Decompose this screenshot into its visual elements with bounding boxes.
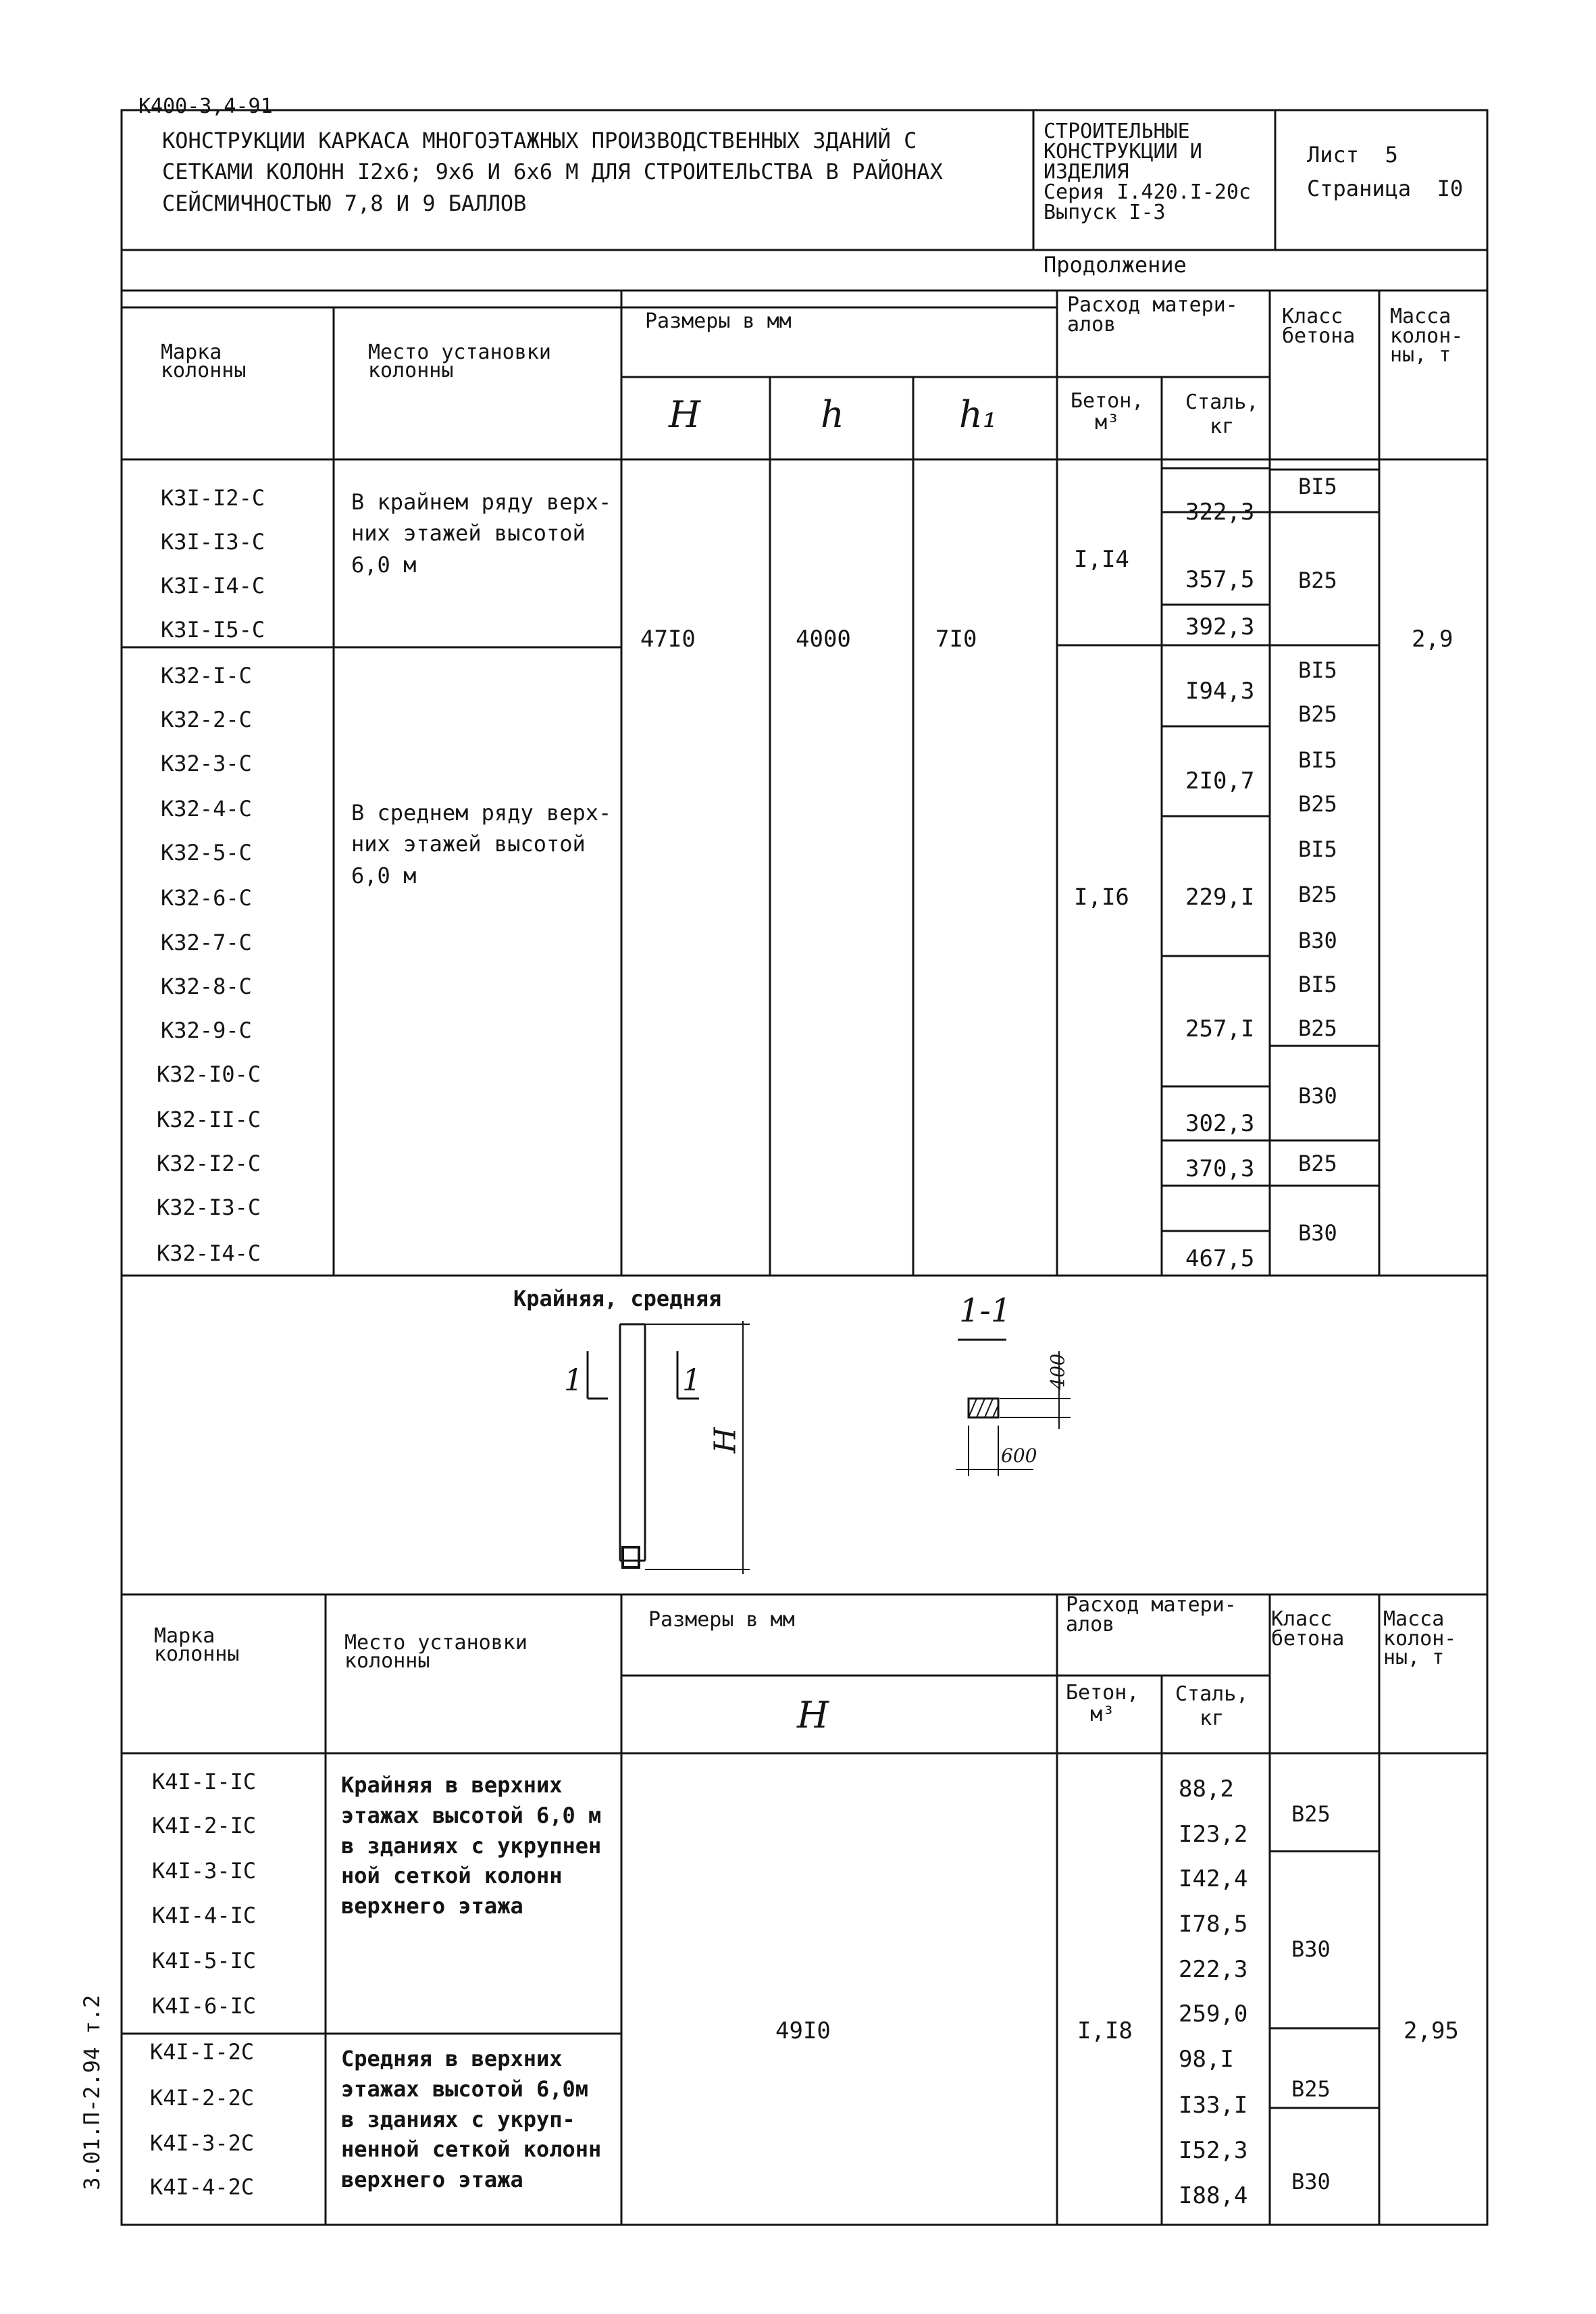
t2-header-materials: Расход матери- алов bbox=[1066, 1593, 1237, 1636]
t2-header-sizes: Размеры в мм bbox=[648, 1608, 795, 1632]
table-row-mark: К32-I4-С bbox=[157, 1240, 261, 1266]
table-cell-class: BI5 bbox=[1298, 836, 1337, 862]
table-cell-steel: 259,0 bbox=[1179, 2001, 1248, 2028]
table-row-mark: К4I-I-2С bbox=[150, 2039, 255, 2065]
table-cell-class: B25 bbox=[1298, 882, 1337, 907]
table-cell-steel: 357,5 bbox=[1185, 566, 1255, 593]
t1-header-sizes: Размеры в мм bbox=[645, 309, 792, 333]
t1-header-h1: h₁ bbox=[959, 393, 998, 436]
t2-value-mass: 2,95 bbox=[1404, 2017, 1459, 2044]
table-cell-class: B25 bbox=[1298, 791, 1337, 817]
t1-header-h: h bbox=[821, 393, 844, 436]
table-row-mark: К4I-2-2С bbox=[150, 2085, 255, 2111]
t2-header-place: Место установки колонны bbox=[344, 1631, 527, 1673]
t1-value-concrete-1: I,I4 bbox=[1074, 546, 1129, 573]
table-cell-steel: I33,I bbox=[1179, 2092, 1248, 2119]
table-cell-steel: I78,5 bbox=[1179, 1911, 1248, 1938]
table-row-mark: К32-2-С bbox=[161, 707, 252, 732]
cut-mark-left: 1 bbox=[564, 1363, 583, 1398]
table-row-mark: К4I-2-IС bbox=[152, 1813, 257, 1838]
table-row-mark: К4I-5-IС bbox=[152, 1948, 257, 1973]
t1-header-mark: Марка колонны bbox=[161, 341, 247, 382]
table-row-mark: К32-I3-С bbox=[157, 1194, 261, 1220]
t2-place-edge: Крайняя в верхних этажах высотой 6,0 м в зданиях с укрупнен ной сеткой колонн верхнего этажа bbox=[341, 1772, 602, 1919]
t1-header-mass: Масса колон- ны, т bbox=[1390, 305, 1464, 367]
table-cell-steel: 229,I bbox=[1185, 884, 1255, 911]
table-row-mark: К3I-I5-С bbox=[161, 617, 265, 643]
t1-header-H: H bbox=[669, 393, 701, 436]
t1-value-concrete-2: I,I6 bbox=[1074, 884, 1129, 911]
table-row-mark: К4I-6-IС bbox=[152, 1993, 257, 2019]
table-cell-steel: I42,4 bbox=[1179, 1865, 1248, 1892]
t1-value-mass: 2,9 bbox=[1412, 626, 1453, 653]
table-cell-steel: 2I0,7 bbox=[1185, 768, 1255, 795]
table-row-mark: К32-8-С bbox=[161, 974, 252, 999]
cut-mark-right: 1 bbox=[682, 1363, 701, 1398]
section-label: 1-1 bbox=[959, 1292, 1012, 1330]
table-cell-class: BI5 bbox=[1298, 657, 1337, 683]
t1-header-materials: Расход матери- алов bbox=[1067, 293, 1238, 336]
t2-place-middle: Средняя в верхних этажах высотой 6,0м в зданиях с укруп- ненной сеткой колонн верхнего этажа bbox=[341, 2046, 602, 2193]
table-cell-steel: I88,4 bbox=[1179, 2182, 1248, 2209]
table-cell-class: BI5 bbox=[1298, 972, 1337, 997]
table-row-mark: К32-3-С bbox=[161, 751, 252, 776]
t1-value-h: 4000 bbox=[796, 626, 851, 653]
table-cell-class: BI5 bbox=[1298, 474, 1337, 499]
sheet-info: Лист 5 Страница I0 bbox=[1307, 142, 1464, 201]
table-cell-steel: I52,3 bbox=[1179, 2137, 1248, 2164]
table-cell-class: BI5 bbox=[1298, 747, 1337, 773]
table-row-mark: К32-6-С bbox=[161, 885, 252, 911]
table-cell-steel: 98,I bbox=[1179, 2046, 1234, 2073]
table-cell-steel: 88,2 bbox=[1179, 1776, 1234, 1803]
table-row-mark: К3I-I2-С bbox=[161, 485, 265, 511]
table-cell-steel: 392,3 bbox=[1185, 613, 1255, 640]
table-cell-steel: 322,3 bbox=[1185, 499, 1255, 526]
dimension-H: H bbox=[708, 1427, 743, 1453]
table-cell-class: B30 bbox=[1298, 1220, 1337, 1246]
table-cell-steel: 302,3 bbox=[1185, 1110, 1255, 1137]
t2-header-mass: Масса колон- ны, т bbox=[1383, 1607, 1457, 1669]
t1-value-h1: 7I0 bbox=[935, 626, 977, 653]
t1-place-edge: В крайнем ряду верх- них этажей высотой 6,0 м bbox=[351, 489, 612, 578]
t1-header-steel: Сталь, кг bbox=[1185, 391, 1259, 438]
t2-header-mark: Марка колонны bbox=[154, 1624, 240, 1666]
table-row-mark: К4I-4-2С bbox=[150, 2174, 255, 2200]
dimension-400: 400 bbox=[1046, 1353, 1069, 1390]
table-cell-steel: I23,2 bbox=[1179, 1821, 1248, 1848]
table-cell-steel: 467,5 bbox=[1185, 1245, 1255, 1272]
table-cell-class: B25 bbox=[1298, 1015, 1337, 1041]
t1-place-middle: В среднем ряду верх- них этажей высотой 6,0 м bbox=[351, 800, 612, 888]
table-cell-steel: 257,I bbox=[1185, 1015, 1255, 1042]
table-row-mark: К32-I0-С bbox=[157, 1061, 261, 1087]
t2-value-concrete: I,I8 bbox=[1077, 2017, 1133, 2044]
table-cell-class: B30 bbox=[1291, 2169, 1331, 2194]
table-row-mark: К32-7-С bbox=[161, 930, 252, 955]
table-cell-class: B25 bbox=[1291, 2076, 1331, 2102]
t1-value-H: 47I0 bbox=[640, 626, 696, 653]
dimension-600: 600 bbox=[1001, 1444, 1037, 1467]
table-cell-class: B30 bbox=[1298, 1083, 1337, 1109]
table-row-mark: К4I-3-IС bbox=[152, 1858, 257, 1884]
t2-value-H: 49I0 bbox=[775, 2017, 831, 2044]
table-row-mark: К3I-I3-С bbox=[161, 529, 265, 555]
t2-header-concrete: Бетон, м³ bbox=[1066, 1681, 1139, 1726]
table-cell-class: B30 bbox=[1291, 1936, 1331, 1962]
t1-header-concrete: Бетон, м³ bbox=[1071, 389, 1144, 434]
continuation-label: Продолжение bbox=[1044, 252, 1187, 278]
table-row-mark: К32-I2-С bbox=[157, 1151, 261, 1176]
table-cell-steel: 370,3 bbox=[1185, 1155, 1255, 1182]
t2-header-H: H bbox=[797, 1694, 829, 1736]
table-row-mark: К4I-4-IС bbox=[152, 1903, 257, 1928]
table-row-mark: К32-5-С bbox=[161, 840, 252, 865]
table-row-mark: К32-4-С bbox=[161, 796, 252, 822]
table-cell-steel: 222,3 bbox=[1179, 1956, 1248, 1983]
t2-header-class: Класс бетона bbox=[1271, 1607, 1345, 1651]
table-row-mark: К3I-I4-С bbox=[161, 573, 265, 599]
table-cell-class: B25 bbox=[1291, 1801, 1331, 1827]
table-cell-class: B25 bbox=[1298, 1151, 1337, 1176]
side-code: 3.01.П-2.94 т.2 bbox=[79, 1994, 105, 2190]
table-row-mark: К4I-I-IС bbox=[152, 1769, 257, 1794]
table-cell-steel: I94,3 bbox=[1185, 678, 1255, 705]
table-cell-class: B30 bbox=[1298, 928, 1337, 953]
t1-header-class: Класс бетона bbox=[1282, 305, 1356, 348]
table-cell-class: B25 bbox=[1298, 568, 1337, 593]
document-code: К400-3,4-91 bbox=[138, 95, 273, 118]
drawing-title: КОНСТРУКЦИИ КАРКАСА МНОГОЭТАЖНЫХ ПРОИЗВОДСТВЕННЫХ ЗДАНИЙ С СЕТКАМИ КОЛОНН I2х6; 9х6 И 6х6 М ДЛЯ СТРОИТЕЛЬСТВА В РАЙОНАХ СЕЙСМИЧНОСТЬЮ 7,8 И 9 БАЛЛОВ bbox=[162, 128, 943, 216]
t1-header-place: Место установки колонны bbox=[368, 341, 551, 382]
table-row-mark: К32-II-С bbox=[157, 1107, 261, 1132]
series-info: СТРОИТЕЛЬНЫЕ КОНСТРУКЦИИ И ИЗДЕЛИЯ Серия I.420.I-20с Выпуск I-3 bbox=[1044, 120, 1252, 224]
table-row-mark: К4I-3-2С bbox=[150, 2130, 255, 2156]
t2-header-steel: Сталь, кг bbox=[1175, 1682, 1249, 1730]
table-row-mark: К32-I-С bbox=[161, 663, 252, 688]
table-row-mark: К32-9-С bbox=[161, 1017, 252, 1043]
drawing-caption: Крайняя, средняя bbox=[513, 1286, 722, 1311]
table-cell-class: B25 bbox=[1298, 701, 1337, 727]
